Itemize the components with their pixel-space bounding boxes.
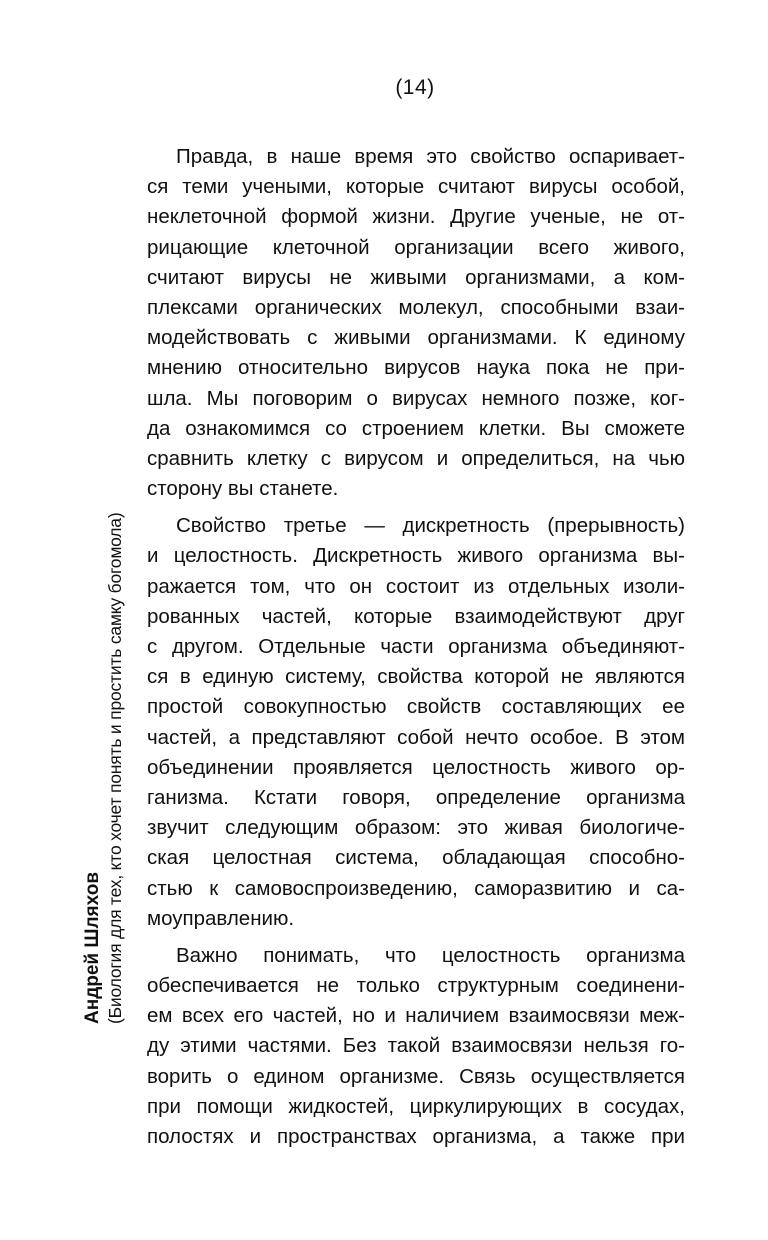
text-line: рованных частей, которые взаимодействуют друг [147, 604, 685, 628]
text-line: неклеточной формой жизни. Другие ученые, не от- [147, 205, 685, 229]
text-line: стью к самовоспроизведению, саморазвитию и са- [147, 876, 685, 900]
text-line: мнению относительно вирусов наука пока не при- [147, 356, 685, 380]
text-line: частей, а представляют собой нечто особое. В этом [147, 725, 685, 749]
paragraph-1 [147, 142, 685, 504]
text-line: полостях и пространствах организма, а также при [147, 1125, 685, 1148]
text-line: с другом. Отдельные части организма объединяют- [147, 635, 685, 658]
text-line: моуправлению. [147, 906, 295, 930]
text-line: плексами органических молекул, способными взаи- [147, 295, 685, 319]
text-line: рицающие клеточной организации всего живого, [147, 235, 685, 259]
text-line: объединении проявляется целостность живого ор- [147, 755, 685, 779]
text-line: ражается том, что он состоит из отдельных изоли- [147, 574, 685, 598]
text-line: шла. Мы поговорим о вирусах немного позже, ког- [147, 386, 685, 410]
text-line: сторону вы станете. [147, 477, 339, 501]
text-line: при помощи жидкостей, циркулирующих в сосудах, [147, 1094, 685, 1118]
text-line: да ознакомимся со строением клетки. Вы сможете [147, 416, 685, 440]
text-line: ганизма. Кстати говоря, определение организма [147, 785, 685, 809]
spine-header [82, 513, 126, 1024]
spine-book-title: (Биология для тех, кто хочет понять и простить самку богомола) [105, 512, 125, 1024]
text-line: ворить о едином организме. Связь осуществляется [147, 1064, 685, 1088]
text-line: звучит следующим образом: это живая биологиче- [147, 816, 685, 840]
paragraph-2 [147, 511, 685, 934]
text-line: ем всех его частей, но и наличием взаимосвязи меж- [147, 1004, 685, 1028]
text-line: ду этими частями. Без такой взаимосвязи нельзя го- [147, 1034, 685, 1058]
text-line: Правда, в наше время это свойство оспаривает- [176, 145, 685, 168]
text-line: сравнить клетку с вирусом и определиться, на чью [147, 446, 685, 470]
page-body [147, 142, 685, 1152]
text-line: считают вирусы не живыми организмами, а ком- [147, 265, 685, 289]
text-line: ская целостная система, обладающая способно- [147, 846, 685, 870]
text-line: и целостность. Дискретность живого организма вы- [147, 544, 685, 568]
text-line: Свойство третье — дискретность (прерывность) [176, 514, 685, 538]
spine-author: Андрей Шляхов [82, 871, 103, 1024]
text-line: Важно понимать, что целостность организма [176, 943, 685, 967]
text-line: обеспечивается не только структурным соединени- [147, 974, 685, 998]
text-line: ся теми учеными, которые считают вирусы особой, [147, 175, 685, 199]
page-number: (14) [395, 76, 435, 99]
text-line: модействовать с живыми организмами. К единому [147, 326, 685, 350]
text-line: простой совокупностью свойств составляющих ее [147, 695, 685, 719]
paragraph-3 [147, 941, 685, 1152]
text-line: ся в единую систему, свойства которой не являются [147, 665, 685, 689]
